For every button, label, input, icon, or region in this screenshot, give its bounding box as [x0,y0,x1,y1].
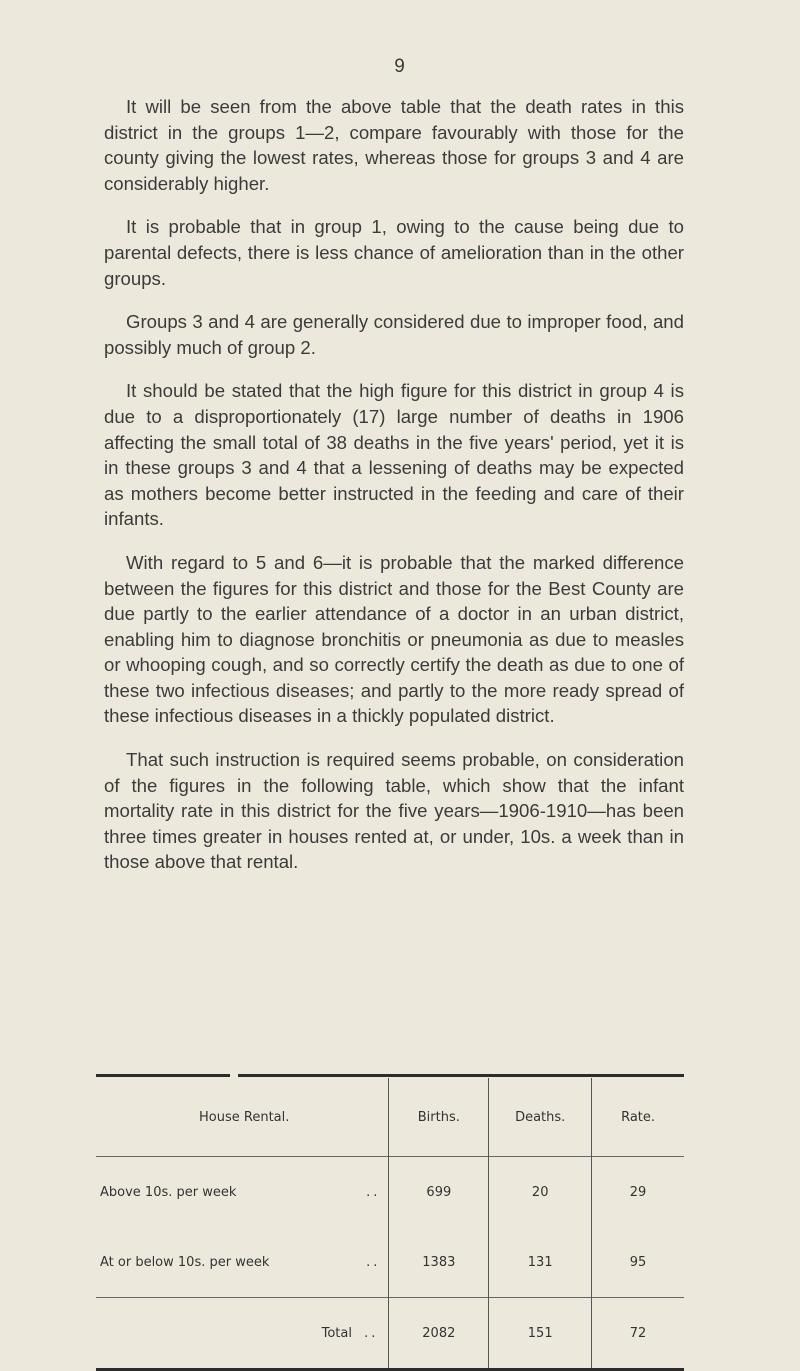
row-label-cell [96,1157,389,1228]
table-row [96,1157,684,1228]
page-number: 9 [394,56,406,77]
dot-leader: .. [366,1184,381,1200]
total-births: 2082 [389,1298,489,1369]
table-total-row [96,1298,684,1369]
births-value: 699 [389,1157,489,1228]
paragraph: It is probable that in group 1, owing to the cause being due to parental defects, there is less chance of amelioration than in the other groups. [104,216,684,289]
header-house-rental: House Rental. [199,1109,290,1125]
header-rate: Rate. [592,1078,684,1157]
total-label-wrap [322,1326,379,1341]
table-header-row [96,1078,684,1157]
row-label: At or below 10s. per week [100,1254,270,1270]
total-deaths: 151 [489,1298,592,1369]
paragraph: Groups 3 and 4 are generally considered due to improper food, and possibly much of group 2. [104,311,684,358]
paragraph: It will be seen from the above table that the death rates in this district in the groups 1—2, compare favourably with those for the county giving the lowest rates, whereas those for groups 3 and 4 are considerably higher. [104,96,684,194]
row-label-cell [96,1227,389,1298]
deaths-value: 20 [489,1157,592,1228]
rule-segment [238,1074,684,1077]
paragraph: That such instruction is required seems probable, on consideration of the figures in the following table, which show that the infant mortality rate in this district for the five years—1906-1910—has been three times greater in houses rented at, or under, 10s. a week than in those above that rental. [104,749,684,873]
total-label-cell [96,1298,389,1369]
paragraph: With regard to 5 and 6—it is probable that the marked difference between the figures for this district and those for the Best County are due partly to the earlier attendance of a doctor in an urban district, enabling him to diagnose bronchitis or pneumonia as due to measles or whooping cough, and so correctly certify the death as due to one of these two infectious diseases; and partly to the more ready spread of these infectious diseases in a thickly populated district. [104,551,684,727]
rental-mortality-table [96,1074,684,1371]
dot-leader: .. [366,1254,381,1270]
header-deaths: Deaths. [489,1078,592,1157]
total-rate: 72 [592,1298,684,1369]
row-label: Above 10s. per week [100,1184,237,1200]
deaths-value: 131 [489,1227,592,1298]
total-label: Total [321,1325,352,1341]
rate-value: 95 [592,1227,684,1298]
body-text [104,94,684,893]
header-births: Births. [389,1078,489,1157]
table-row [96,1227,684,1298]
rate-value: 29 [592,1157,684,1228]
births-value: 1383 [389,1227,489,1298]
table-top-rule [96,1074,684,1078]
dot-leader: .. [364,1325,379,1341]
paragraph: It should be stated that the high figure for this district in group 4 is due to a disproportionately (17) large number of deaths in 1906 affecting the small total of 38 deaths in the five years' period, yet it is in these groups 3 and 4 that a lessening of deaths may be expected as mothers become better instructed in the feeding and care of their infants. [104,380,684,530]
data-table [96,1078,684,1368]
rule-segment [96,1074,230,1077]
